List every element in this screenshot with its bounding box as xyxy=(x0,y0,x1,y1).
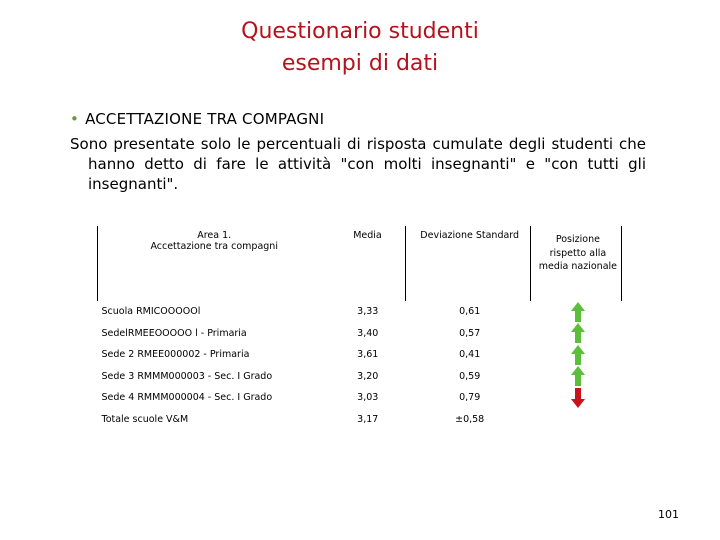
table-row xyxy=(98,344,622,366)
total-position xyxy=(530,409,621,431)
bullet-dot-icon: • xyxy=(70,110,80,128)
total-name: Totale scuole V&M xyxy=(101,413,189,425)
page-number: 101 xyxy=(658,508,679,521)
row-deviation: 0,59 xyxy=(459,370,481,382)
row-position xyxy=(530,387,621,409)
row-media: 3,40 xyxy=(357,327,379,339)
row-name: Sede 3 RMMM000003 - Sec. I Grado xyxy=(101,370,273,382)
header-deviation: Deviazione Standard xyxy=(405,226,530,301)
table-row xyxy=(98,387,622,409)
header-position-line-3: media nazionale xyxy=(538,261,617,272)
row-position xyxy=(530,323,621,345)
results-table xyxy=(97,226,622,430)
row-position xyxy=(530,366,621,388)
row-media: 3,33 xyxy=(357,306,379,317)
bullet-heading xyxy=(70,110,324,128)
title-line-2: esempi di dati xyxy=(281,51,439,76)
table-row xyxy=(98,301,622,323)
row-deviation: 0,57 xyxy=(459,327,481,339)
header-area-line-1: Area 1. xyxy=(197,230,232,241)
row-name: Sede 2 RMEE000002 - Primaria xyxy=(101,349,250,360)
header-position-line-2: rispetto alla xyxy=(549,247,607,259)
header-area-line-2: Accettazione tra compagni xyxy=(150,241,278,252)
header-area xyxy=(98,226,327,301)
header-media: Media xyxy=(353,230,382,241)
row-position xyxy=(530,301,621,323)
bullet-text: ACCETTAZIONE TRA COMPAGNI xyxy=(85,110,325,128)
arrow-up-icon xyxy=(571,345,585,365)
row-name: Sede 4 RMMM000004 - Sec. I Grado xyxy=(101,392,273,403)
table-header-row xyxy=(98,226,622,301)
description-paragraph: Sono presentate solo le percentuali di risposta cumulate degli studenti che hanno detto di fare le attività "con molti insegnanti" e "con tutti gli insegnanti". xyxy=(70,135,646,193)
row-media: 3,03 xyxy=(357,392,379,403)
header-position xyxy=(530,226,621,301)
row-position xyxy=(530,344,621,366)
row-deviation: 0,61 xyxy=(459,306,481,317)
table-row xyxy=(98,323,622,345)
slide-title xyxy=(0,16,720,80)
row-media: 3,61 xyxy=(357,349,379,360)
arrow-up-icon xyxy=(571,366,585,386)
table-total-row xyxy=(98,409,622,431)
arrow-up-icon xyxy=(571,302,585,322)
row-deviation: 0,79 xyxy=(459,392,481,403)
table-row xyxy=(98,366,622,388)
row-name: SedelRMEEOOOOO l - Primaria xyxy=(101,327,247,339)
row-media: 3,20 xyxy=(357,370,379,382)
arrow-up-icon xyxy=(571,323,585,343)
total-deviation: ±0,58 xyxy=(455,413,485,425)
row-name: Scuola RMICOOOOOl xyxy=(101,306,201,317)
header-position-line-1: Posizione xyxy=(555,234,600,245)
total-media: 3,17 xyxy=(357,413,379,425)
title-line-1: Questionario studenti xyxy=(241,19,479,44)
arrow-down-icon xyxy=(571,388,585,408)
row-deviation: 0,41 xyxy=(459,349,481,360)
